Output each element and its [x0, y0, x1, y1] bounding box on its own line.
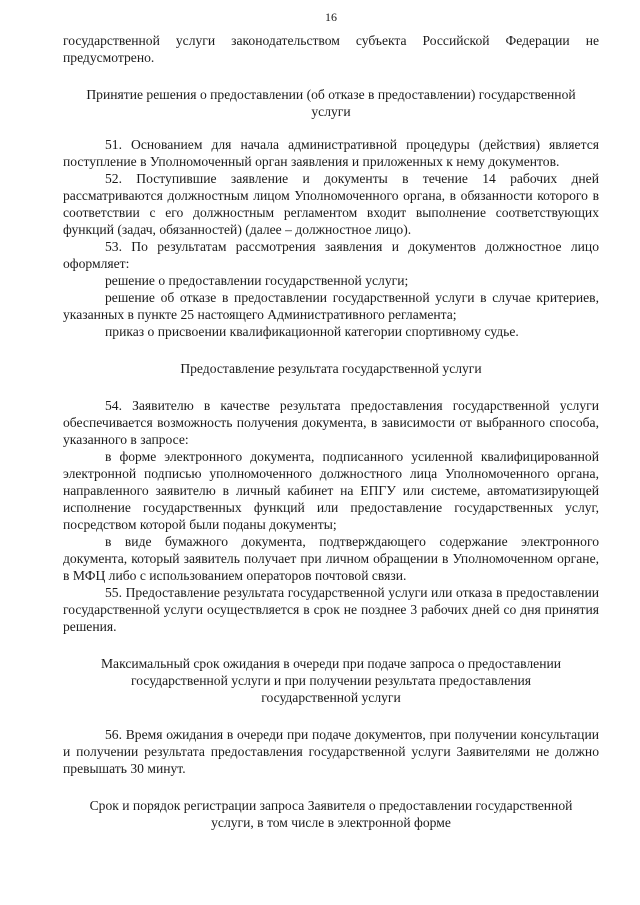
paragraph-54-item-a: в форме электронного документа, подписанного усиленной квалифицированной электронной подписью уполномоченного должностного лица Уполномоченного органа, направленного заявителю в личный кабинет на ЕПГУ или системе, автоматизирующей исполнение государственных функций или предоставление государственных услуг, посредством которой были поданы документы; — [63, 449, 599, 532]
document-page — [63, 10, 599, 831]
paragraph-51: 51. Основанием для начала административной процедуры (действия) является поступление в Уполномоченный орган заявления и приложенных к нему документов. — [63, 137, 599, 169]
section-heading-queue: Максимальный срок ожидания в очереди при подаче запроса о предоставлении государственной услуги и при получении результата предоставления государственной услуги — [100, 656, 562, 705]
section-heading-decision: Принятие решения о предоставлении (об отказе в предоставлении) государственной услуги — [86, 87, 576, 119]
paragraph-56: 56. Время ожидания в очереди при подаче документов, при получении консультации и получении результата предоставления государственной услуги Заявителями не должно превышать 30 минут. — [63, 727, 599, 776]
section-heading-registration: Срок и порядок регистрации запроса Заявителя о предоставлении государственной услуги, в том числе в электронной форме — [89, 798, 573, 830]
paragraph-54-item-b: в виде бумажного документа, подтверждающего содержание электронного документа, который заявитель получает при личном обращении в Уполномоченном органе, в МФЦ либо с использованием операторов почтовой связи. — [63, 534, 599, 583]
paragraph-53-item-c: приказ о присвоении квалификационной категории спортивному судье. — [105, 324, 519, 339]
continuation-paragraph: государственной услуги законодательством субъекта Российской Федерации не предусмотрено. — [63, 33, 599, 65]
paragraph-53-item-b: решение об отказе в предоставлении государственной услуги в случае критериев, указанных в пункте 25 настоящего Административного регламента; — [63, 290, 599, 322]
paragraph-55: 55. Предоставление результата государственной услуги или отказа в предоставлении государственной услуги осуществляется в срок не позднее 3 рабочих дней со дня принятия решения. — [63, 585, 599, 634]
page-number: 16 — [325, 10, 337, 24]
paragraph-53-item-a: решение о предоставлении государственной услуги; — [105, 273, 409, 288]
section-heading-result: Предоставление результата государственной услуги — [180, 361, 482, 376]
paragraph-53: 53. По результатам рассмотрения заявления и документов должностное лицо оформляет: — [63, 239, 599, 271]
paragraph-54: 54. Заявителю в качестве результата предоставления государственной услуги обеспечивается возможность получения документа, в зависимости от выбранного способа, указанного в запросе: — [63, 398, 599, 447]
paragraph-52: 52. Поступившие заявление и документы в течение 14 рабочих дней рассматриваются должностным лицом Уполномоченного органа, в обязанности которого в соответствии с его должностным регламентом входит выполнение соответствующих функций (задач, обязанностей) (далее – должностное лицо). — [63, 171, 599, 237]
